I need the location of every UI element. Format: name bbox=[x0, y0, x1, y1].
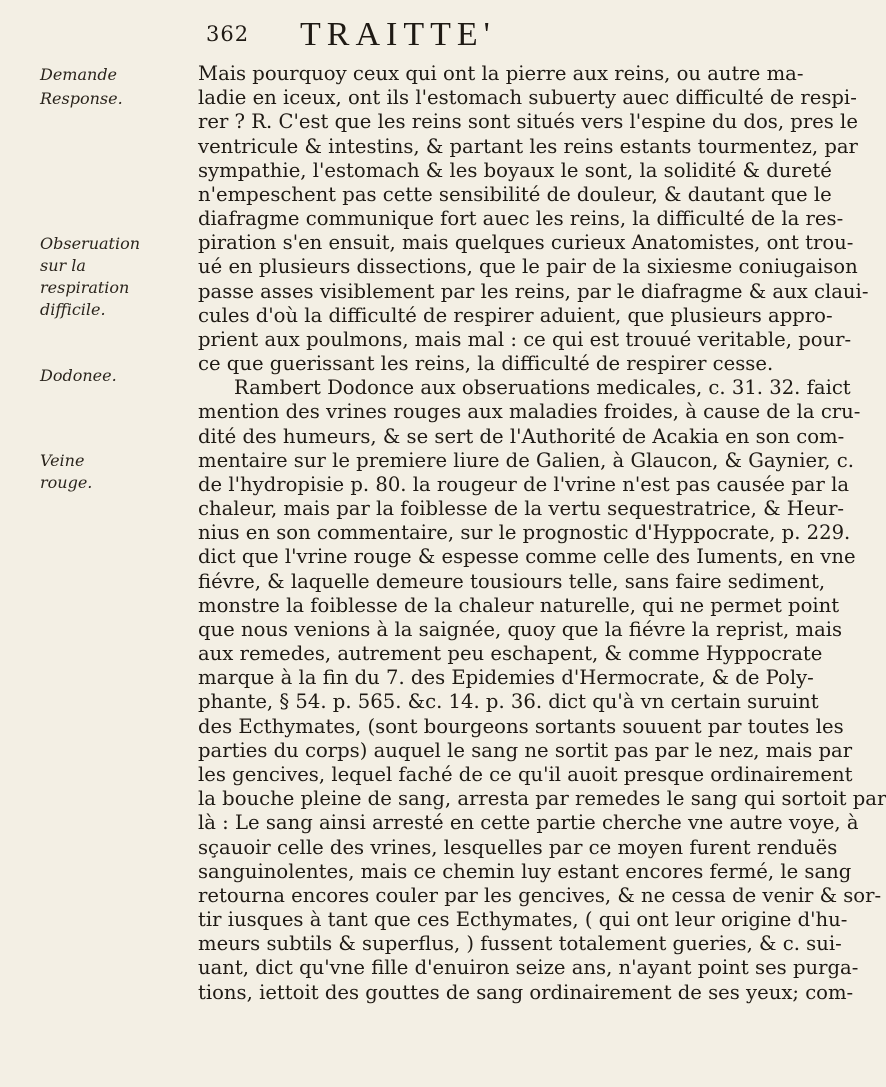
text-line: tions, iettoit des gouttes de sang ordinairement de ses yeux; com- bbox=[198, 980, 854, 1004]
text-line: que nous venions à la saignée, quoy que la fiévre la reprist, mais bbox=[198, 617, 843, 641]
text-line: monstre la foiblesse de la chaleur naturelle, qui ne permet point bbox=[198, 593, 840, 617]
text-line: uant, dict qu'vne fille d'enuiron seize ans, n'ayant point ses purga- bbox=[198, 956, 859, 980]
text-line: parties du corps) auquel le sang ne sortit pas par le nez, mais par bbox=[198, 738, 853, 762]
text-line: chaleur, mais par la foiblesse de la vertu sequestratrice, & Heur- bbox=[198, 497, 845, 521]
text-line: meurs subtils & superflus, ) fussent totalement gueries, & c. sui- bbox=[198, 932, 842, 956]
text-line: sanguinolentes, mais ce chemin luy estant encores fermé, le sang bbox=[198, 859, 852, 883]
text-line: tir iusques à tant que ces Ecthymates, ( qui ont leur origine d'hu- bbox=[198, 908, 848, 932]
margin-notes bbox=[0, 0, 195, 1087]
text-line: dité des humeurs, & se sert de l'Authorité de Acakia en son com- bbox=[198, 424, 845, 448]
text-line: sçauoir celle des vrines, lesquelles par ce moyen furent renduës bbox=[198, 835, 838, 859]
margin-note-dodonee: Dodonee. bbox=[40, 366, 117, 385]
text-line: ventricule & intestins, & partant les reins estants tourmentez, par bbox=[198, 134, 858, 158]
text-line: Mais pourquoy ceux qui ont la pierre aux reins, ou autre ma- bbox=[198, 62, 804, 85]
text-line: sympathie, l'estomach & les boyaux le sont, la solidité & dureté bbox=[198, 158, 832, 182]
text-line: retourna encores couler par les gencives, & ne cessa de venir & sor- bbox=[198, 883, 882, 907]
text-line: n'empeschent pas cette sensibilité de douleur, & dautant que le bbox=[198, 182, 832, 206]
text-line: ladie en iceux, ont ils l'estomach subuerty auec difficulté de respi- bbox=[198, 86, 857, 110]
text-line: là : Le sang ainsi arresté en cette partie cherche vne autre voye, à bbox=[198, 811, 859, 835]
body-text bbox=[198, 62, 886, 1005]
page-number: 362 bbox=[206, 22, 250, 46]
text-line: prient aux poulmons, mais mal : ce qui est trouué veritable, pour- bbox=[198, 327, 852, 351]
margin-note-demande: Demande bbox=[40, 65, 118, 84]
text-line: diafragme communique fort auec les reins, la difficulté de la res- bbox=[198, 207, 844, 231]
margin-note-response: Response. bbox=[40, 89, 123, 108]
text-line: de l'hydropisie p. 80. la rougeur de l'vrine n'est pas causée par la bbox=[198, 472, 850, 496]
text-line: rer ? R. C'est que les reins sont situés vers l'espine du dos, pres le bbox=[198, 110, 858, 134]
text-line: dict que l'vrine rouge & espesse comme celle des Iuments, en vne bbox=[198, 545, 856, 569]
text-line: nius en son commentaire, sur le prognostic d'Hyppocrate, p. 229. bbox=[198, 521, 851, 545]
margin-note-veine-rouge: Veine rouge. bbox=[40, 451, 93, 492]
text-line: ué en plusieurs dissections, que le pair de la sixiesme coniugaison bbox=[198, 255, 858, 279]
text-line: la bouche pleine de sang, arresta par remedes le sang qui sortoit par bbox=[198, 787, 886, 811]
text-line: des Ecthymates, (sont bourgeons sortants souuent par toutes les bbox=[198, 714, 844, 738]
text-line: cules d'où la difficulté de respirer aduient, que plusieurs appro- bbox=[198, 303, 833, 327]
text-line: mentaire sur le premiere liure de Galien, à Glaucon, & Gaynier, c. bbox=[198, 448, 854, 472]
margin-note-obseruation: Obseruation sur la respiration difficile. bbox=[40, 234, 141, 319]
text-line: passe asses visiblement par les reins, par le diafragme & aux claui- bbox=[198, 279, 869, 303]
running-title: TRAITTE' bbox=[300, 16, 496, 53]
text-line: phante, § 54. p. 565. &c. 14. p. 36. dict qu'à vn certain suruint bbox=[198, 690, 819, 714]
text-line: Rambert Dodonce aux obseruations medicales, c. 31. 32. faict bbox=[234, 376, 851, 400]
text-line: mention des vrines rouges aux maladies froides, à cause de la cru- bbox=[198, 400, 861, 424]
text-line: les gencives, lequel faché de ce qu'il auoit presque ordinairement bbox=[198, 762, 853, 786]
text-line: marque à la fin du 7. des Epidemies d'Hermocrate, & de Poly- bbox=[198, 666, 814, 690]
text-line: fiévre, & laquelle demeure tousiours telle, sans faire sediment, bbox=[198, 569, 826, 593]
text-line: aux remedes, autrement peu eschapent, & comme Hyppocrate bbox=[198, 642, 823, 666]
text-line: piration s'en ensuit, mais quelques curieux Anatomistes, ont trou- bbox=[198, 231, 854, 255]
text-line: ce que guerissant les reins, la difficulté de respirer cesse. bbox=[198, 352, 774, 376]
